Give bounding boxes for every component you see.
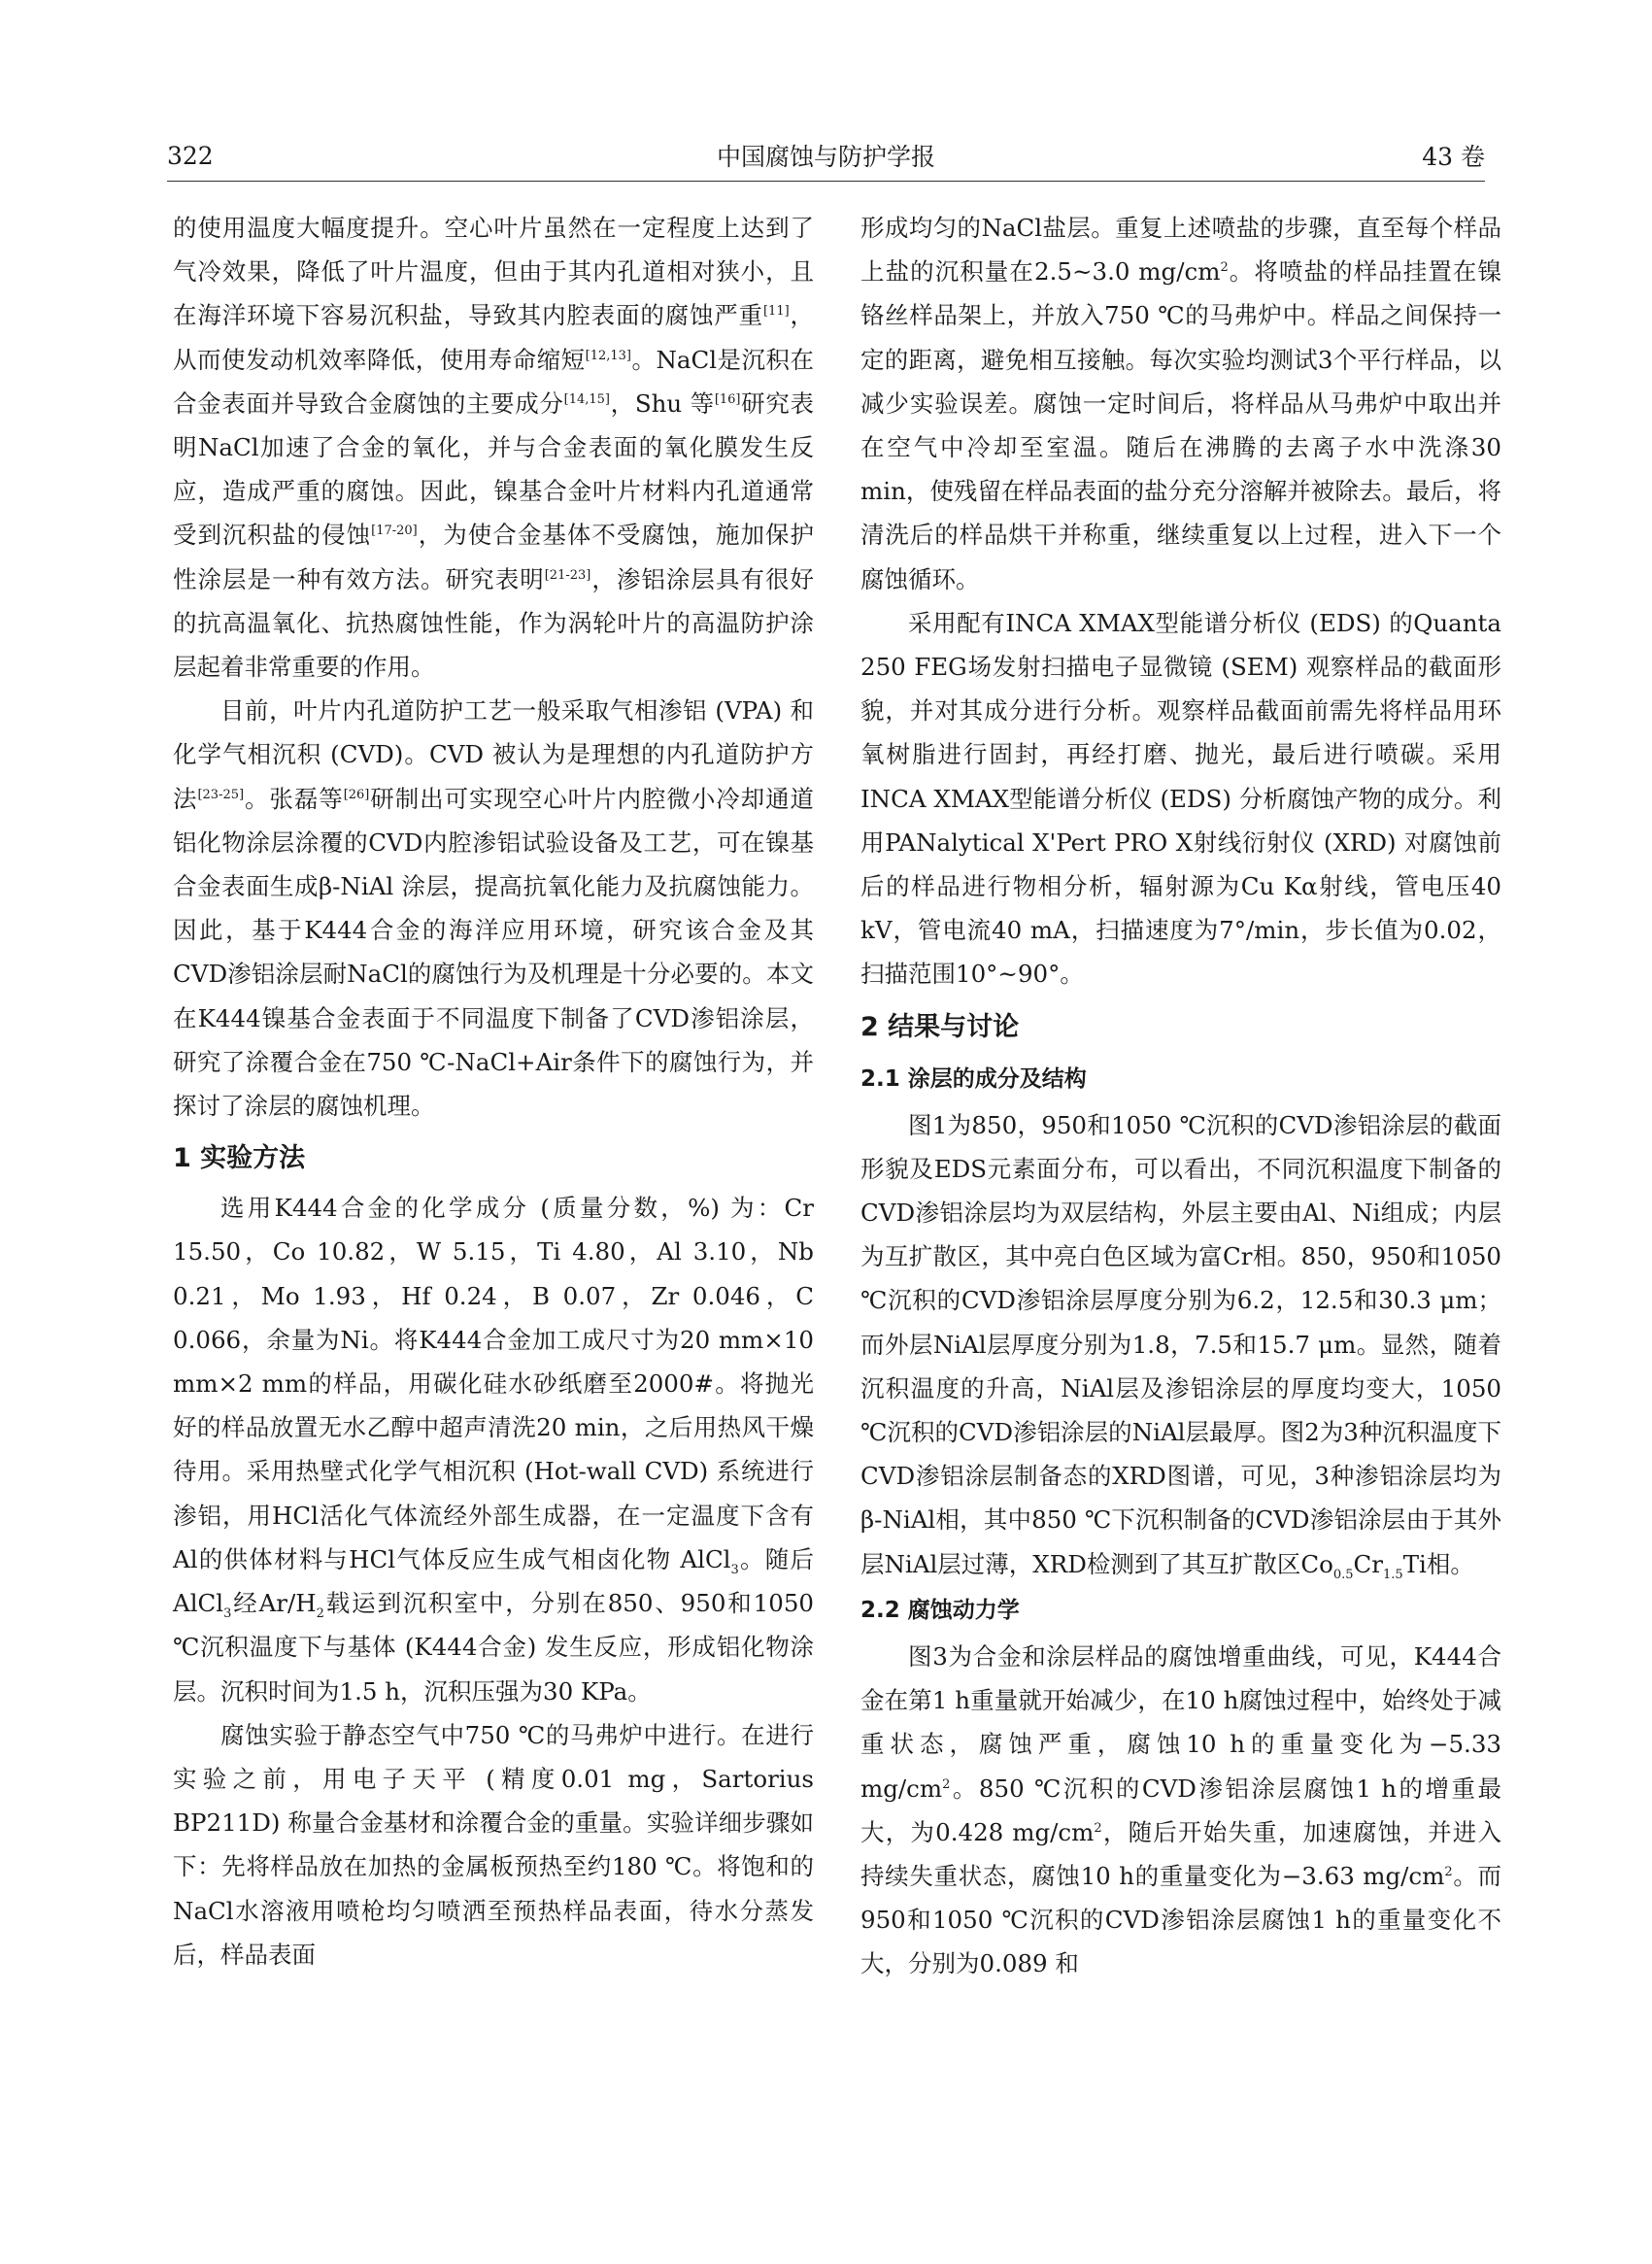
text-run: 。而950和1050 ℃沉积的CVD渗铝涂层腐蚀1 h的重量变化不大，分别为0.089 和 xyxy=(860,1861,1502,1978)
superscript: [12,13] xyxy=(585,348,631,363)
text-run: Cr xyxy=(1353,1549,1383,1578)
left-column xyxy=(173,206,814,1977)
superscript: [23-25] xyxy=(197,787,245,802)
header-rule xyxy=(167,181,1485,182)
text-run: 载运到沉积室中，分别在850、950和1050 ℃沉积温度下与基体 (K444合金) 发生反应，形成铝化物涂层。沉积时间为1.5 h，沉积压强为30 KPa。 xyxy=(173,1589,814,1706)
text-run: 目前，叶片内孔道防护工艺一般采取气相渗铝 (VPA) 和化学气相沉积 (CVD)。CVD 被认为是理想的内孔道防护方法 xyxy=(173,696,814,813)
subscript: 3 xyxy=(223,1605,232,1621)
text-run: 。NaCl是沉积在合金表面并导致合金腐蚀的主要成分 xyxy=(173,345,814,418)
paragraph xyxy=(860,1103,1501,1586)
paragraph xyxy=(173,206,814,689)
text-run: 经Ar/H xyxy=(231,1589,317,1618)
volume-label: 43 卷 xyxy=(1422,143,1485,171)
section-heading: 2 结果与讨论 xyxy=(860,1011,1020,1042)
text-run: Ti相。 xyxy=(1402,1549,1474,1578)
text-run: 。850 ℃沉积的CVD渗铝涂层腐蚀1 h的增重最大，为0.428 mg/cm xyxy=(860,1774,1501,1846)
subsection-heading: 2.1 涂层的成分及结构 xyxy=(860,1065,1087,1092)
text-run: 的使用温度大幅度提升。空心叶片虽然在一定程度上达到了气冷效果，降低了叶片温度，但由于其内孔道相对狭小，且在海洋环境下容易沉积盐，导致其内腔表面的腐蚀严重 xyxy=(173,214,814,330)
superscript: 2 xyxy=(942,1776,951,1792)
text-run: 研制出可实现空心叶片内腔微小冷却通道铝化物涂层涂覆的CVD内腔渗铝试验设备及工艺，可在镍基合金表面生成β-NiAl 涂层，提高抗氧化能力及抗腐蚀能力。因此，基于K444合金的海洋应用环境，研究该合金及其CVD渗铝涂层耐NaCl的腐蚀行为及机理是十分必要的。本文在K444镍基合金表面于不同温度下制备了CVD渗铝涂层，研究了涂覆合金在750 ℃-NaCl+Air条件下的腐蚀行为，并探讨了涂层的腐蚀机理。 xyxy=(173,784,815,1121)
subscript: 3 xyxy=(730,1562,739,1577)
subscript: 0.5 xyxy=(1332,1567,1354,1582)
section-heading: 1 实验方法 xyxy=(173,1143,306,1174)
paragraph xyxy=(173,1186,814,1712)
superscript: [14,15] xyxy=(563,391,611,407)
paragraph xyxy=(173,689,814,1128)
text-run: ，渗铝涂层具有很好的抗高温氧化、抗热腐蚀性能，作为涡轮叶片的高温防护涂层起着非常重要的作用。 xyxy=(173,564,814,682)
text-run: ，Shu 等 xyxy=(610,389,715,418)
superscript: [17-20] xyxy=(371,524,418,539)
superscript: [11] xyxy=(762,304,790,320)
text-run: 形成均匀的NaCl盐层。重复上述喷盐的步骤，直至每个样品上盐的沉积量在2.5~3.0 mg/cm xyxy=(860,214,1501,287)
text-run: 选用K444合金的化学成分 (质量分数，%) 为：Cr 15.50，Co 10.82，W 5.15，Ti 4.80，Al 3.10，Nb 0.21，Mo 1.93，Hf 0.24，B 0.07，Zr 0.046，C 0.066，余量为Ni。将K444合金加工成尺寸为20 mm×10 mm×2 mm的样品，用碳化硅水砂纸磨至2000#。将抛光好的样品放置无水乙醇中超声清洗20 min，之后用热风干燥待用。采用热壁式化学气相沉积 (Hot-wall CVD) 系统进行渗铝，用HCl活化气体流经外部生成器，在一定温度下含有Al的供体材料与HCl气体反应生成气相卤化物 AlCl xyxy=(173,1194,814,1573)
superscript: 2 xyxy=(1094,1820,1102,1836)
superscript: 2 xyxy=(1444,1864,1453,1879)
paragraph xyxy=(860,206,1501,601)
subscript: 1.5 xyxy=(1383,1567,1403,1582)
paragraph xyxy=(173,1713,814,1977)
text-run: ，随后开始失重，加速腐蚀，并进入持续失重状态，腐蚀10 h的重量变化为−3.63 mg/cm xyxy=(860,1817,1501,1890)
text-run: 采用配有INCA XMAX型能谱分析仪 (EDS) 的Quanta 250 FEG场发射扫描电子显微镜 (SEM) 观察样品的截面形貌，并对其成分进行分析。观察样品截面前需先将样品用环氧树脂进行固封，再经打磨、抛光，最后进行喷碳。采用INCA XMAX型能谱分析仪 (EDS) 分析腐蚀产物的成分。利用PANalytical X'Pert PRO X射线衍射仪 (XRD) 对腐蚀前后的样品进行物相分析，辐射源为Cu Kα射线，管电压40 kV，管电流40 mA，扫描速度为7°/min，步长值为0.02，扫描范围10°~90°。 xyxy=(860,608,1501,989)
text-run: ，从而使发动机效率降低，使用寿命缩短 xyxy=(173,301,815,374)
page-number: 322 xyxy=(167,141,214,170)
text-run: 图3为合金和涂层样品的腐蚀增重曲线，可见，K444合金在第1 h重量就开始减少，在10 h腐蚀过程中，始终处于减重状态，腐蚀严重，腐蚀10 h的重量变化为−5.33 mg/cm xyxy=(860,1641,1501,1803)
journal-title: 中国腐蚀与防护学报 xyxy=(716,143,935,171)
text-run: 。随后 AlCl xyxy=(173,1544,815,1618)
text-run: 。将喷盐的样品挂置在镍铬丝样品架上，并放入750 ℃的马弗炉中。样品之间保持一定的距离，避免相互接触。每次实验均测试3个平行样品，以减少实验误差。腐蚀一定时间后，将样品从马弗炉中取出并在空气中冷却至室温。随后在沸腾的去离子水中洗涤30 min，使残留在样品表面的盐分充分溶解并被除去。最后，将清洗后的样品烘干并称重，继续重复以上过程，进入下一个腐蚀循环。 xyxy=(860,257,1501,593)
right-column xyxy=(860,206,1501,1986)
text-run: 研究表明NaCl加速了合金的氧化，并与合金表面的氧化膜发生反应，造成严重的腐蚀。因此，镍基合金叶片材料内孔道通常受到沉积盐的侵蚀 xyxy=(173,389,814,550)
subsection-heading: 2.2 腐蚀动力学 xyxy=(860,1597,1020,1623)
paragraph xyxy=(860,1635,1501,1986)
subscript: 2 xyxy=(316,1605,324,1621)
text-run: ，为使合金基体不受腐蚀，施加保护性涂层是一种有效方法。研究表明 xyxy=(173,521,814,593)
superscript: [26] xyxy=(343,787,370,802)
superscript: [21-23] xyxy=(544,567,591,583)
text-run: 腐蚀实验于静态空气中750 ℃的马弗炉中进行。在进行实验之前，用电子天平 (精度0.01 mg，Sartorius BP211D) 称量合金基材和涂覆合金的重量。实验详细步骤如下：先将样品放在加热的金属板预热至约180 ℃。将饱和的NaCl水溶液用喷枪均匀喷洒至预热样品表面，待水分蒸发后，样品表面 xyxy=(173,1720,814,1969)
text-run: 图1为850，950和1050 ℃沉积的CVD渗铝涂层的截面形貌及EDS元素面分布，可以看出，不同沉积温度下制备的CVD渗铝涂层均为双层结构，外层主要由Al、Ni组成；内层为互扩散区，其中亮白色区域为富Cr相。850，950和1050 ℃沉积的CVD渗铝涂层厚度分别为6.2，12.5和30.3 μm；而外层NiAl层厚度分别为1.8，7.5和15.7 μm。显然，随着沉积温度的升高，NiAl层及渗铝涂层的厚度均变大，1050 ℃沉积的CVD渗铝涂层的NiAl层最厚。图2为3种沉积温度下CVD渗铝涂层制备态的XRD图谱，可见，3种渗铝涂层均为β-NiAl相，其中850 ℃下沉积制备的CVD渗铝涂层由于其外层NiAl层过薄，XRD检测到了其互扩散区Co xyxy=(860,1110,1501,1578)
page-header xyxy=(167,136,1485,175)
paragraph xyxy=(860,601,1501,997)
text-run: 。张磊等 xyxy=(244,784,344,813)
superscript: 2 xyxy=(1220,260,1229,276)
superscript: [16] xyxy=(714,391,741,407)
